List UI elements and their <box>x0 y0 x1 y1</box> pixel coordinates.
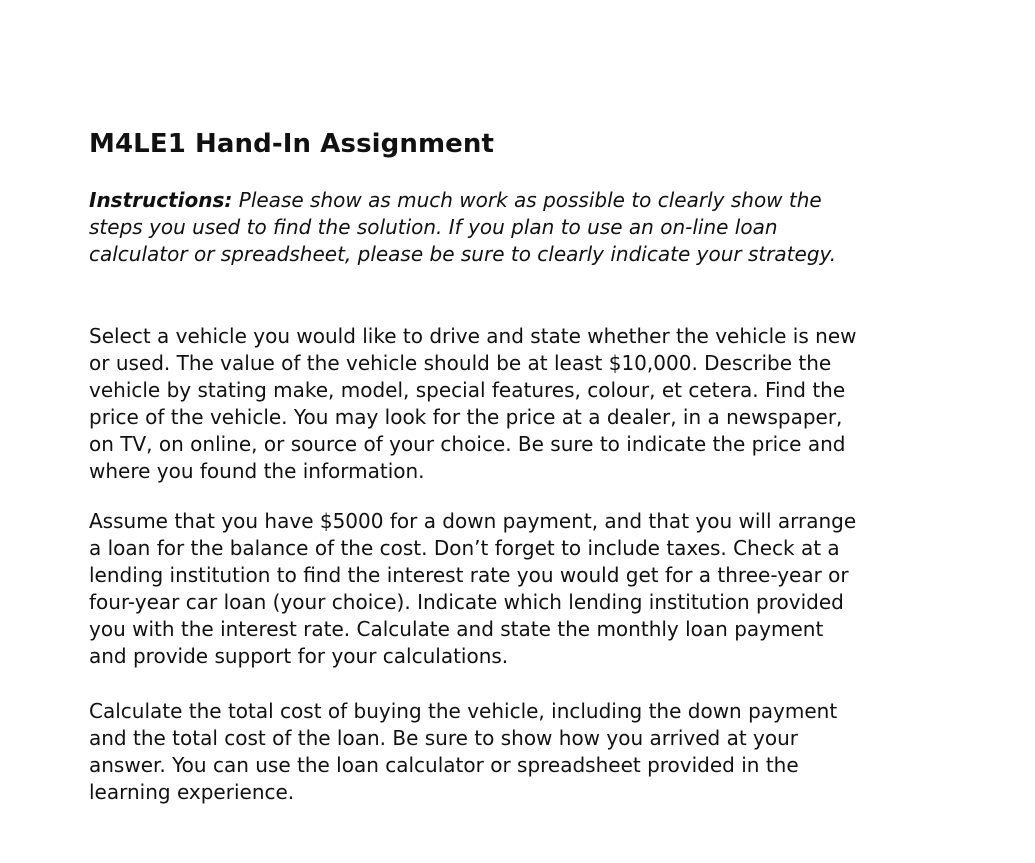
paragraph-line: answer. You can use the loan calculator or spreadsheet provided in the <box>89 753 799 777</box>
instructions-paragraph <box>89 187 959 268</box>
paragraph-line: or used. The value of the vehicle should be at least $10,000. Describe the <box>89 351 832 375</box>
instructions-line: steps you used to find the solution. If you plan to use an on-line loan <box>89 215 778 239</box>
total-cost-paragraph <box>89 698 959 806</box>
instructions-line <box>89 187 959 214</box>
instructions-line: calculator or spreadsheet, please be sure to clearly indicate your strategy. <box>89 242 837 266</box>
vehicle-selection-paragraph <box>89 323 959 485</box>
paragraph-line: and the total cost of the loan. Be sure to show how you arrived at your <box>89 726 799 750</box>
paragraph-line: lending institution to find the interest rate you would get for a three-year or <box>89 563 849 587</box>
paragraph-line: vehicle by stating make, model, special features, colour, et cetera. Find the <box>89 378 846 402</box>
paragraph-line: a loan for the balance of the cost. Don’t forget to include taxes. Check at a <box>89 536 840 560</box>
loan-paragraph <box>89 508 959 670</box>
instructions-text: Please show as much work as possible to clearly show the <box>232 188 822 212</box>
paragraph-line: Calculate the total cost of buying the vehicle, including the down payment <box>89 699 838 723</box>
paragraph-line: on TV, on online, or source of your choice. Be sure to indicate the price and <box>89 432 846 456</box>
paragraph-line: Select a vehicle you would like to drive and state whether the vehicle is new <box>89 324 857 348</box>
paragraph-line: where you found the information. <box>89 459 425 483</box>
page-title: M4LE1 Hand-In Assignment <box>89 129 495 159</box>
paragraph-line: and provide support for your calculations. <box>89 644 509 668</box>
paragraph-line: four-year car loan (your choice). Indicate which lending institution provided <box>89 590 844 614</box>
paragraph-line: Assume that you have $5000 for a down payment, and that you will arrange <box>89 509 857 533</box>
instructions-label: Instructions: <box>89 188 233 212</box>
paragraph-line: learning experience. <box>89 780 295 804</box>
paragraph-line: price of the vehicle. You may look for the price at a dealer, in a newspaper, <box>89 405 843 429</box>
paragraph-line: you with the interest rate. Calculate and state the monthly loan payment <box>89 617 824 641</box>
